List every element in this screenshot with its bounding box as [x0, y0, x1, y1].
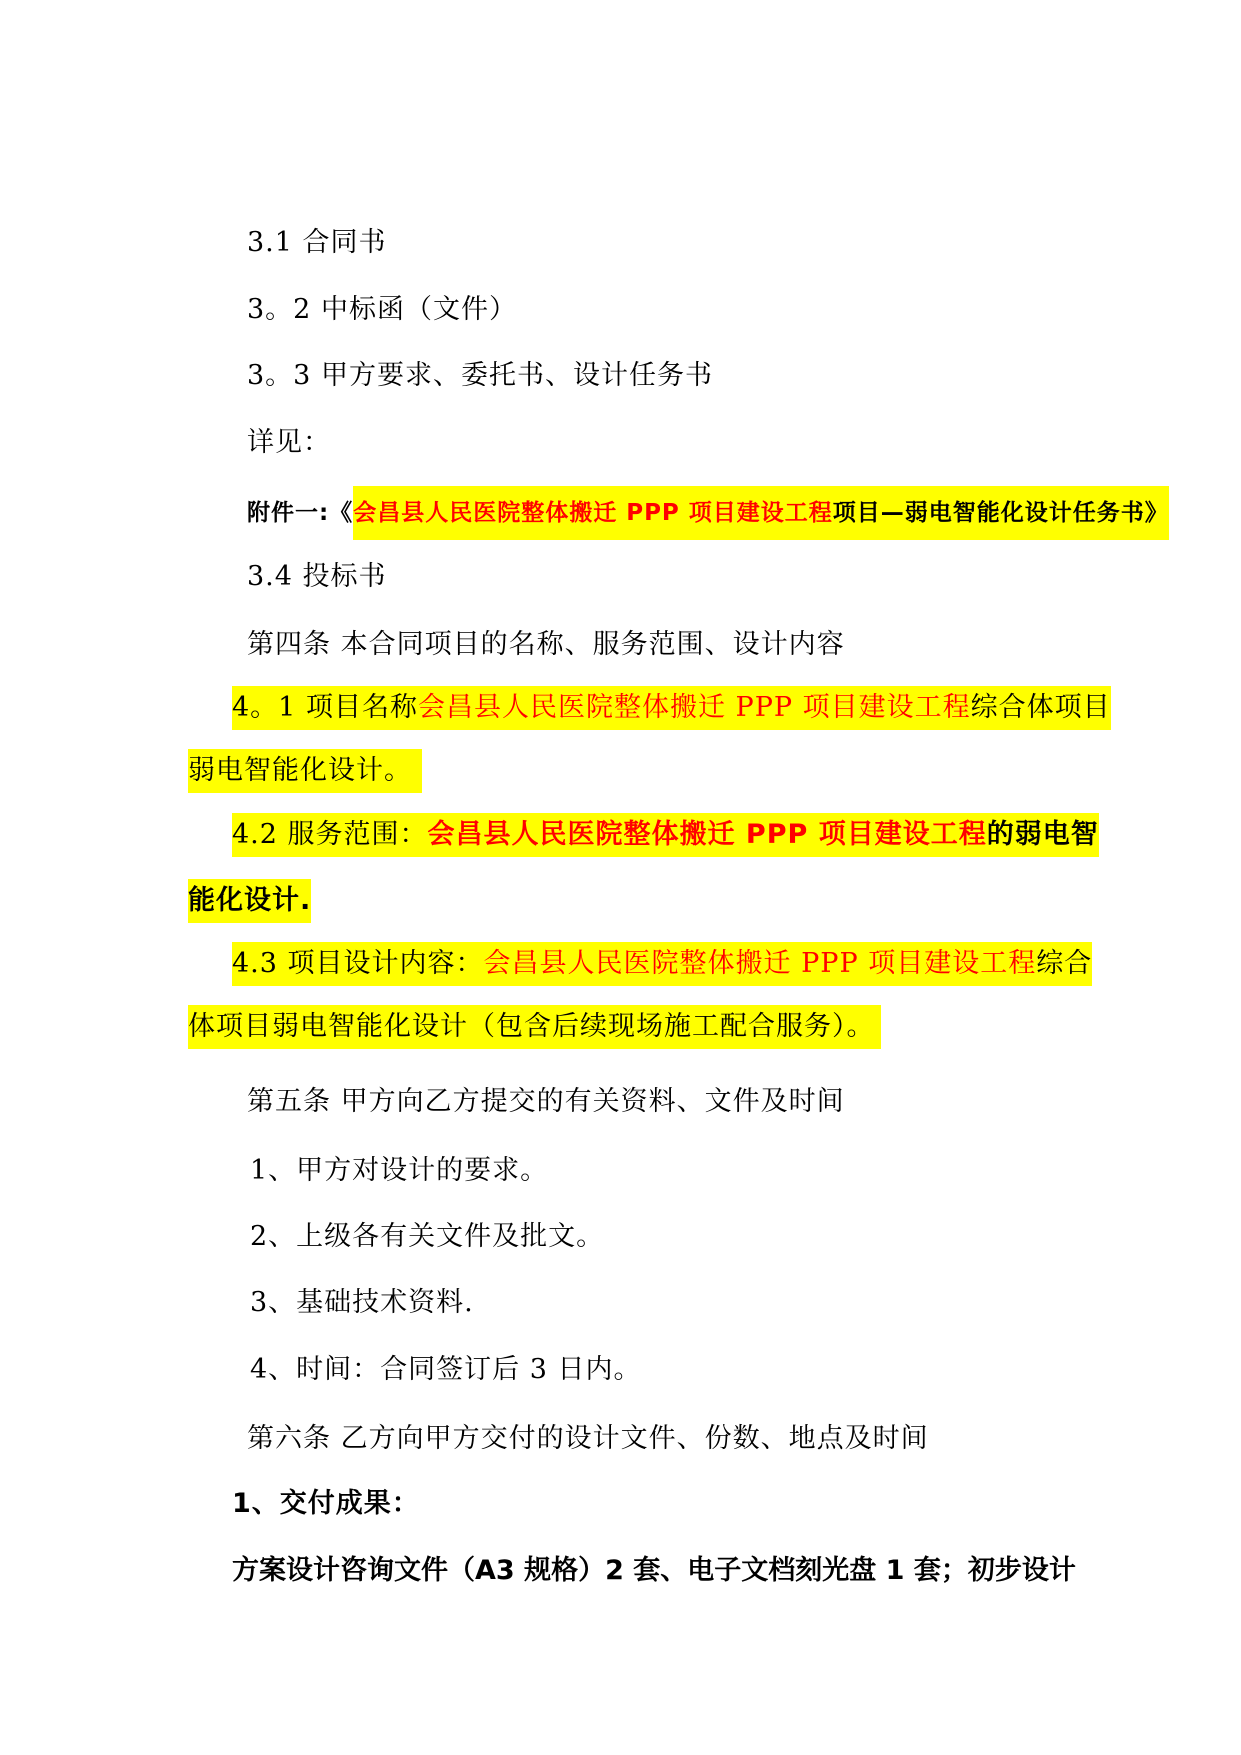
item-4-3-cont: 体项目弱电智能化设计（包含后续现场施工配合服务）。 — [188, 1005, 881, 1049]
article-5-item-3: 3、基础技术资料. — [250, 1287, 474, 1318]
item-4-3-label: 4.3 项目设计内容： — [232, 948, 484, 979]
item-4-1-project: 会昌县人民医院整体搬迁 PPP 项目建设工程 — [417, 692, 971, 723]
item-4-1-suffix: 综合体项目 — [970, 692, 1111, 723]
item-4-2 — [232, 813, 1099, 857]
item-4-2-project: 会昌县人民医院整体搬迁 PPP 项目建设工程 — [427, 819, 987, 850]
item-4-1 — [232, 686, 1111, 730]
item-3-2: 3。2 中标函（文件） — [247, 294, 517, 325]
attachment-title-mid: 项目—弱电智能化设计任务书》 — [833, 486, 1169, 540]
item-4-3-suffix: 综合 — [1036, 948, 1093, 979]
item-4-2-suffix: 的弱电智 — [986, 819, 1099, 850]
article-6-heading: 第六条 乙方向甲方交付的设计文件、份数、地点及时间 — [247, 1423, 929, 1454]
item-3-4: 3.4 投标书 — [247, 561, 387, 592]
item-4-2-label: 4.2 服务范围： — [232, 819, 428, 850]
attachment-project-name: 会昌县人民医院整体搬迁 PPP 项目建设工程 — [353, 486, 833, 540]
deliverables-heading: 1、交付成果： — [232, 1488, 420, 1519]
see-details-label: 详见： — [247, 427, 331, 458]
article-4-heading: 第四条 本合同项目的名称、服务范围、设计内容 — [247, 629, 845, 660]
item-4-3 — [232, 942, 1092, 986]
item-3-1: 3.1 合同书 — [247, 227, 387, 258]
attachment-prefix: 附件一:《 — [247, 500, 354, 526]
item-3-3: 3。3 甲方要求、委托书、设计任务书 — [247, 360, 713, 391]
attachment-reference — [247, 495, 1169, 531]
article-5-heading: 第五条 甲方向乙方提交的有关资料、文件及时间 — [247, 1086, 845, 1117]
article-5-item-2: 2、上级各有关文件及批文。 — [250, 1221, 605, 1252]
item-4-1-label: 4。1 项目名称 — [232, 692, 418, 723]
item-4-1-cont: 弱电智能化设计。 — [188, 749, 422, 793]
article-5-item-4: 4、时间：合同签订后 3 日内。 — [250, 1354, 642, 1385]
deliverables-text: 方案设计咨询文件（A3 规格）2 套、电子文档刻光盘 1 套；初步设计 — [232, 1555, 1076, 1586]
item-4-3-project: 会昌县人民医院整体搬迁 PPP 项目建设工程 — [483, 948, 1037, 979]
article-5-item-1: 1、甲方对设计的要求。 — [250, 1155, 549, 1186]
item-4-2-cont: 能化设计. — [188, 879, 311, 923]
